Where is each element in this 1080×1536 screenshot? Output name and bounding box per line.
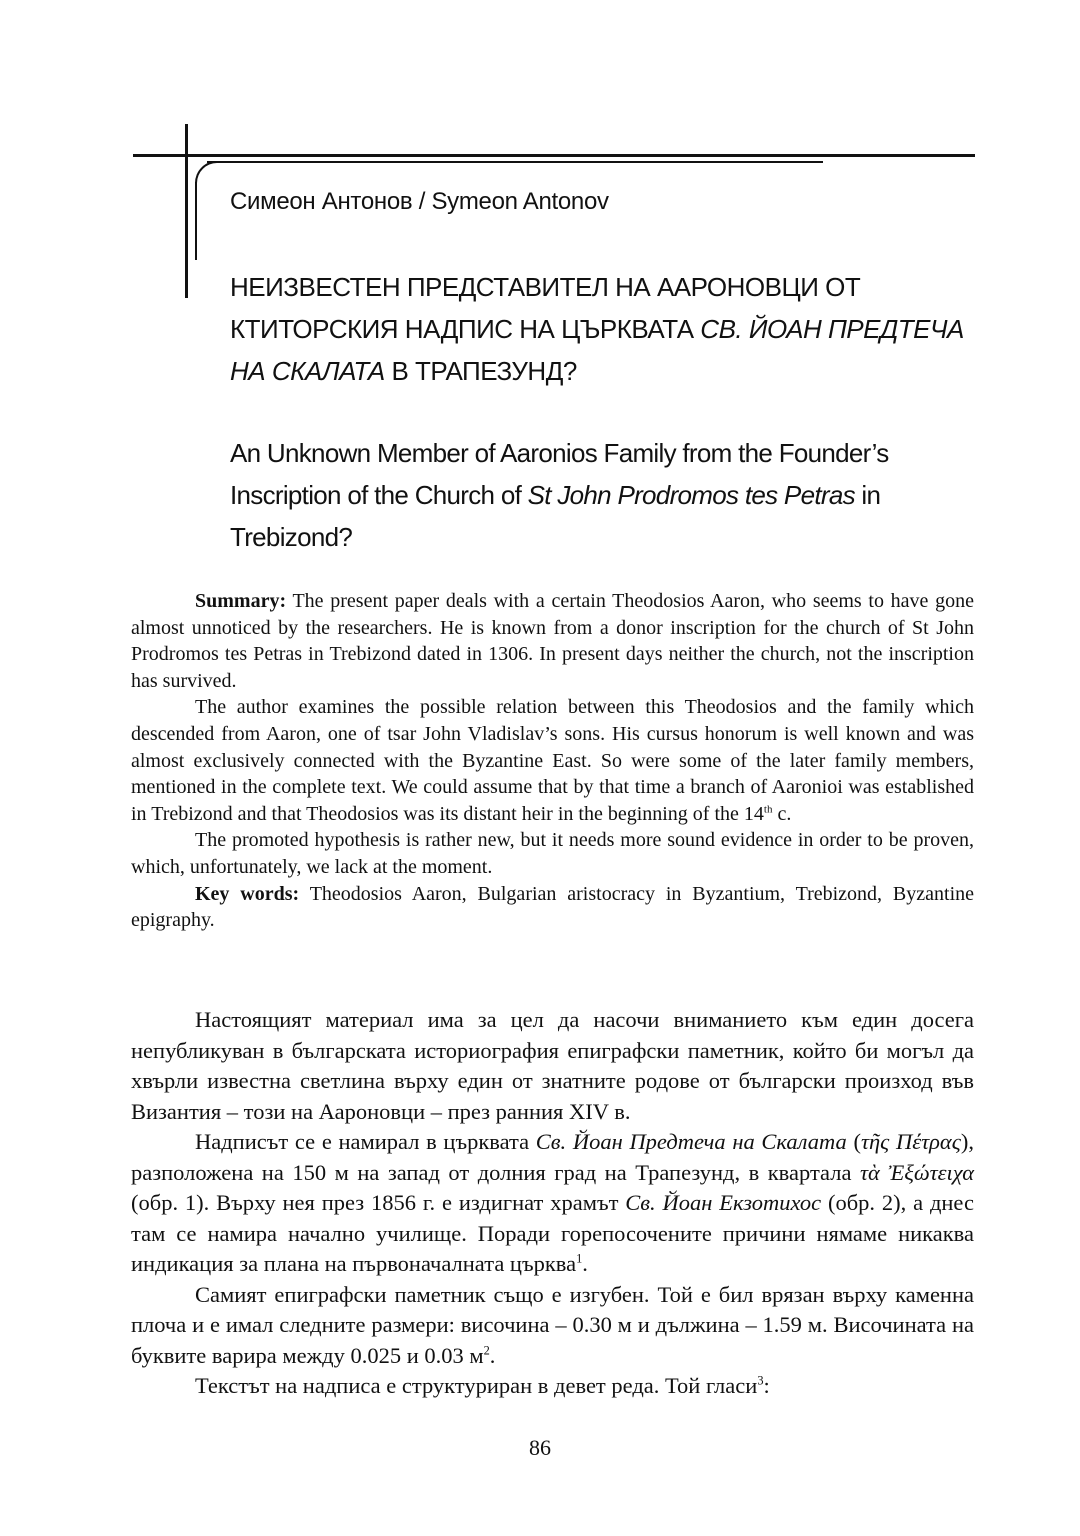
title-bulgarian bbox=[230, 266, 975, 392]
body-text bbox=[131, 1005, 974, 1402]
body-paragraph: Текстът на надписа е структуриран в девет реда. Той гласи$^3$: bbox=[195, 1373, 770, 1398]
header-rule-inner-vertical bbox=[195, 182, 197, 260]
header-rule-vertical bbox=[185, 124, 188, 298]
title-english bbox=[230, 432, 990, 558]
title-bg-part1: НЕИЗВЕСТЕН ПРЕДСТАВИТЕЛ НА ААРОНОВЦИ ОТ КТИТОРСКИЯ НАДПИС НА ЦЪРКВАТА bbox=[230, 272, 861, 344]
header-rule-top bbox=[133, 154, 975, 157]
title-bg-part2: В ТРАПЕЗУНД? bbox=[384, 356, 577, 386]
summary-section bbox=[131, 588, 974, 934]
footnote-ref[interactable]: 2 bbox=[483, 1343, 490, 1357]
page-number: 86 bbox=[529, 1435, 551, 1460]
header-rule-inner bbox=[207, 161, 823, 163]
body-paragraph: Самият епиграфски паметник също е изгубен. Той е бил врязан върху каменна плоча и е имал следните размери: височина – 0.30 м и дължина – 1.59 м. Височината на буквите варира между 0.025 и 0.03 $м^2$. bbox=[131, 1281, 974, 1368]
footnote-ref[interactable]: 3 bbox=[757, 1373, 764, 1388]
header-rule-corner bbox=[195, 161, 217, 185]
title-en-italic: St John Prodromos tes Petras bbox=[527, 480, 855, 510]
keywords-label: Key words: bbox=[195, 882, 300, 905]
keywords-paragraph: Key words: Theodosios Aaron, Bulgarian aristocracy in Byzantium, Trebizond, Byzantine epigraphy. bbox=[131, 882, 974, 932]
summary-paragraph: The promoted hypothesis is rather new, but it needs more sound evidence in order to be proven, which, unfortunately, we lack at the moment. bbox=[131, 829, 974, 878]
title-bg-italic: СВ. ЙОАН ПРЕДТЕЧА НА СКАЛАТА bbox=[230, 314, 964, 386]
title-en-part1: An Unknown Member of Aaronios Family from the Founder’s Inscription of the Church of bbox=[230, 438, 889, 510]
body-paragraph: Настоящият материал има за цел да насочи вниманието към един досега непубликуван в българската историография епиграфски паметник, който би могъл да хвърли известна светлина върху един от знатните родове от български произход във Византия – този на Аароновци – през ранния XIV в. bbox=[131, 1007, 974, 1124]
summary-paragraph: Summary: The present paper deals with a certain Theodosios Aaron, who seems to have gone almost unnoticed by the researchers. He is known from a donor inscription for the church of St John Prodromos tes Petras in Trebizond dated in 1306. In present days neither the church, not the inscription has survived. bbox=[131, 590, 974, 692]
author-name: Симеон Антонов / Symeon Antonov bbox=[230, 188, 609, 215]
footnote-ref[interactable]: 1 bbox=[576, 1251, 583, 1266]
summary-label: Summary: bbox=[195, 590, 287, 612]
body-paragraph: Надписът се е намирал в църквата Св. Йоан Предтеча на Скалата (τῆς Πέτρας), разположена на 150 м на запад от долния град на Трапезунд, в квартала τὰ Ἐξώτειχα (обр. 1). Върху нея през 1856 г. е издигнат храмът Св. Йоан Екзотихос (обр. 2), а днес там се намира начално училище. Поради горепосочените причини нямаме никаква индикация за плана на първоначалната църква$^1$. bbox=[131, 1129, 975, 1276]
summary-paragraph: The author examines the possible relation between this Theodosios and the family which descended from Aaron, one of tsar John Vladislav’s sons. His cursus honorum is well known and was almost exclusively connected with the Byzantine East. So were some of the later family members, mentioned in the complete text. We could assume that by that time a branch of Aaronioi was established in Trebizond and that Theodosios was its distant heir in the beginning of the 14th c. bbox=[131, 696, 974, 825]
title-en-part2: in Trebizond? bbox=[230, 480, 881, 552]
